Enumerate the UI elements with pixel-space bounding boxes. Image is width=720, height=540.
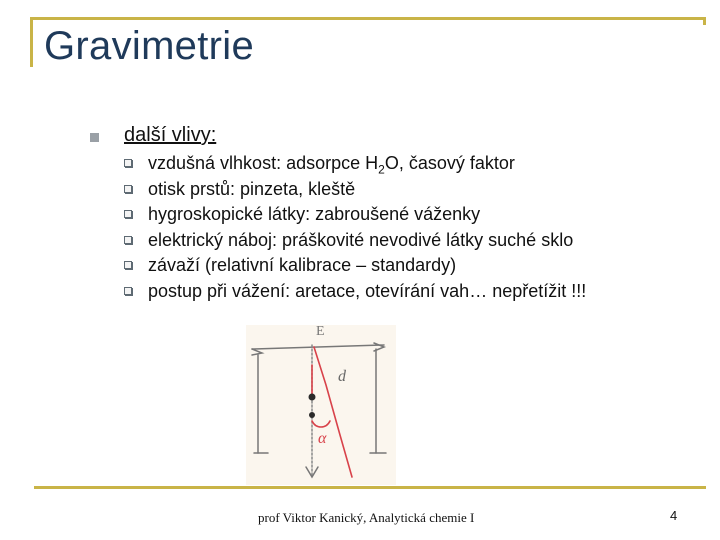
main-bullet-text: další vlivy: [124, 124, 217, 146]
left-beam-hook [252, 349, 262, 355]
page-number: 4 [670, 508, 678, 523]
main-bullet-icon [90, 133, 99, 142]
list-item-text: hygroskopické látky: zabroušené váženky [148, 204, 481, 224]
frame-right-rule [703, 17, 706, 25]
square-bullet-icon [124, 159, 132, 167]
slide-title: Gravimetrie [44, 24, 254, 68]
frame-top-rule [30, 17, 706, 20]
square-bullet-icon [124, 185, 132, 193]
label-distance: d [338, 368, 346, 385]
beam-line [252, 345, 384, 349]
frame-left-rule [30, 17, 33, 67]
list-item-text: otisk prstů: pinzeta, kleště [148, 178, 356, 199]
label-angle: α [318, 430, 327, 447]
square-bullet-icon [124, 210, 132, 218]
list-item-text: vzdušná vlhkost: adsorpce $H_2O$, časový faktor [148, 153, 515, 177]
label-top: E [316, 325, 325, 339]
angle-arc [312, 421, 330, 427]
deflection-line [314, 347, 352, 477]
pivot-dot-icon [309, 394, 316, 401]
bottom-rule [34, 486, 706, 489]
list-item-text: závaží (relativní kalibrace – standardy) [148, 255, 457, 275]
right-beam-hook [374, 343, 384, 351]
square-bullet-icon [124, 261, 132, 269]
weight-dot-icon [309, 412, 315, 418]
footer-text: prof Viktor Kanický, Analytická chemie I [258, 510, 475, 525]
balance-diagram [246, 325, 396, 485]
list-item-text: postup při vážení: aretace, otevírání vah… nepřetížit !!! [148, 280, 587, 301]
list-item-text: elektrický náboj: práškovité nevodivé látky suché sklo [148, 229, 574, 250]
square-bullet-icon [124, 287, 132, 295]
balance-sketch-image [246, 325, 396, 485]
square-bullet-icon [124, 236, 132, 244]
